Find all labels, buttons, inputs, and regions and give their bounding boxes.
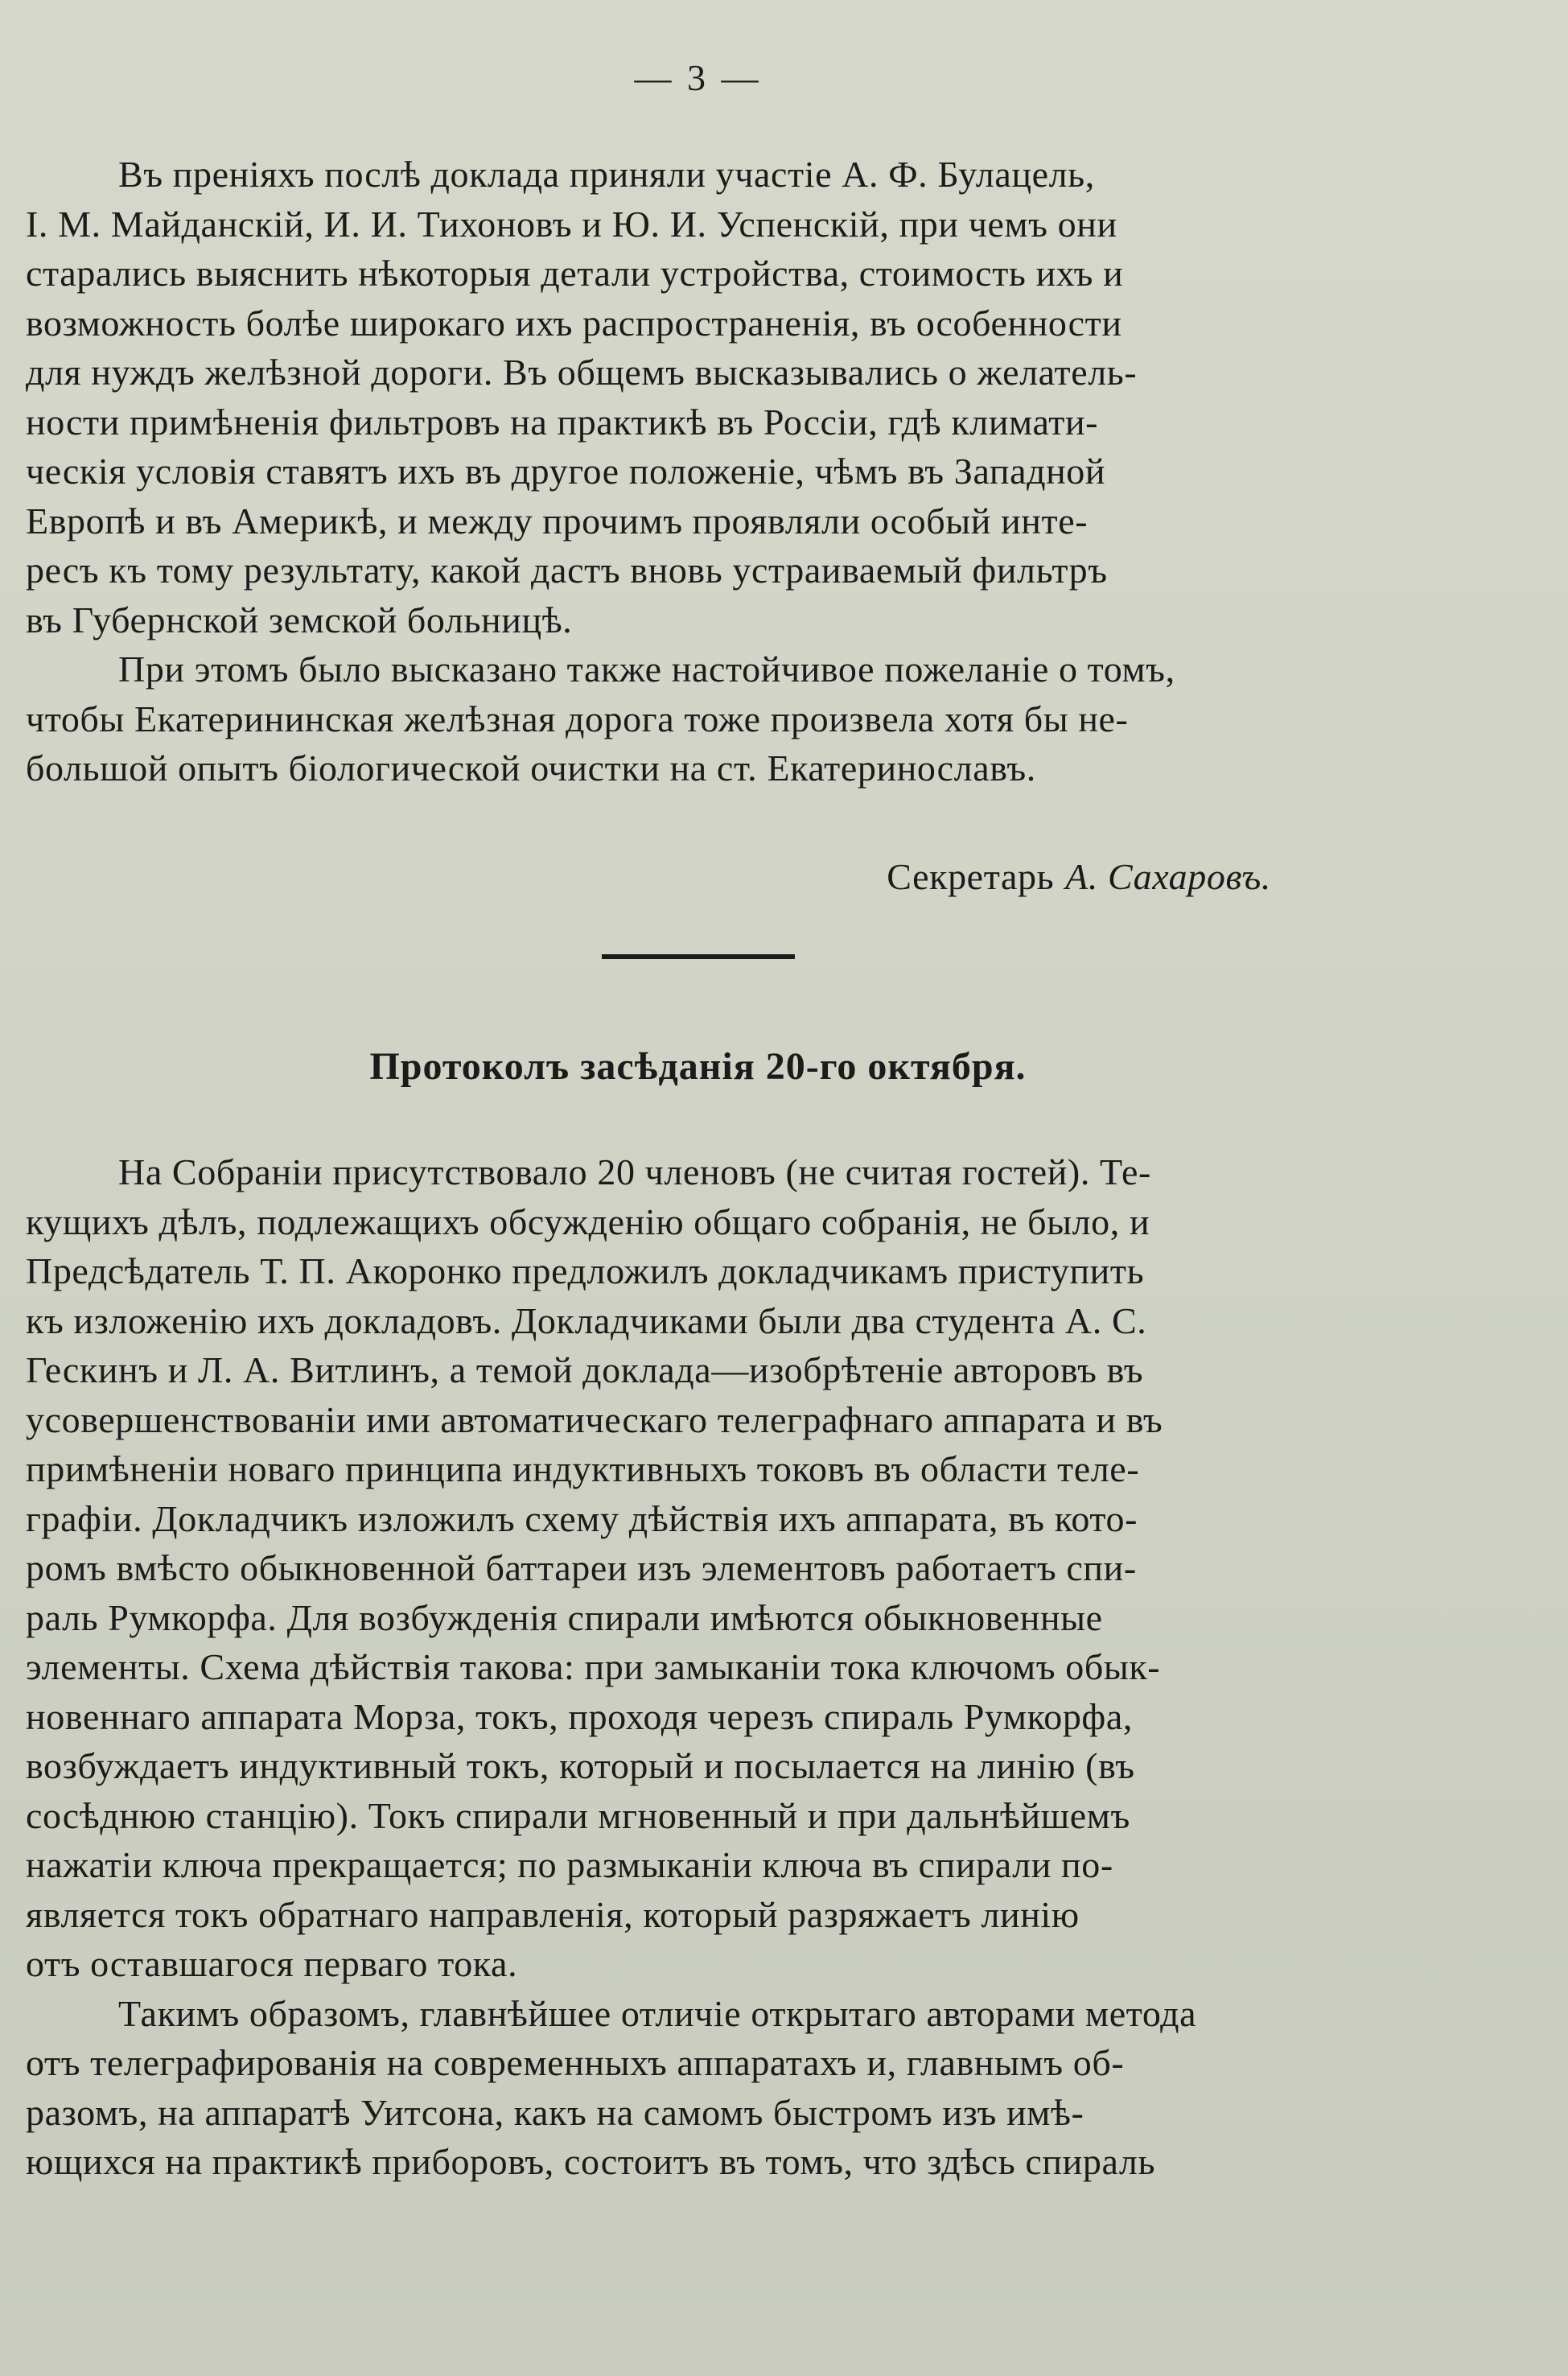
top-text-block — [26, 150, 1371, 793]
paragraph-meeting: На Собраніи присутствовало 20 членовъ (не считая гостей). Те- кущихъ дѣлъ, подлежащихъ обсужденію общаго собранія, не было, и Предсѣдатель Т. П. Акоронко предложилъ докладчикамъ приступить къ изложенію ихъ докладовъ. Докладчиками были два студента А. С. Гескинъ и Л. А. Витлинъ, а темой доклада—изобрѣтеніе авторовъ въ усовершенствованіи ими автоматическаго телеграфнаго аппарата и въ примѣненіи новаго принципа индуктивныхъ токовъ въ области теле- графіи. Докладчикъ изложилъ схему дѣйствія ихъ аппарата, въ кото- ромъ вмѣсто обыкновенной баттареи изъ элементовъ работаетъ спи- раль Румкорфа. Для возбужденія спирали имѣются обыкновенные элементы. Схема дѣйствія такова: при замыканіи тока ключомъ обык- новеннаго аппарата Морза, токъ, проходя черезъ спираль Румкорфа, возбуждаетъ индуктивный токъ, который и посылается на линію (въ сосѣднюю станцію). Токъ спирали мгновенный и при дальнѣйшемъ нажатіи ключа прекращается; по размыканіи ключа въ спирали по- является токъ обратнаго направленія, который разряжаетъ линію отъ оставшагося перваго тока. — [26, 1151, 1163, 1984]
signature-name: А. Сахаровъ. — [1065, 856, 1271, 897]
paragraph-discussion: Въ преніяхъ послѣ доклада приняли участіе А. Ф. Булацель, І. М. Майданскій, И. И. Тихоновъ и Ю. И. Успенскій, при чемъ они старались выяснить нѣкоторыя детали устройства, стоимость ихъ и возможность болѣе широкаго ихъ распространенія, въ особенности для нуждъ желѣзной дороги. Въ общемъ высказывались о желатель- ности примѣненія фильтровъ на практикѣ въ Россіи, гдѣ климати- ческія условія ставятъ ихъ въ другое положеніе, чѣмъ въ Западной Европѣ и въ Америкѣ, и между прочимъ проявляли особый инте- ресъ къ тому результату, какой дастъ вновь устраиваемый фильтръ въ Губернской земской больницѣ. — [26, 154, 1138, 640]
secretary-signature — [0, 855, 1271, 898]
paragraph-method: Такимъ образомъ, главнѣйшее отличіе открытаго авторами метода отъ телеграфированія на современныхъ аппаратахъ и, главнымъ об- разомъ, на аппаратѣ Уитсона, какъ на самомъ быстромъ изъ имѣ- ющихся на практикѣ приборовъ, состоитъ въ томъ, что здѣсь спираль — [26, 1992, 1197, 2182]
bottom-text-block — [26, 1147, 1371, 2187]
paragraph-request: При этомъ было высказано также настойчивое пожеланіе о томъ, чтобы Екатерининская желѣзная дорога тоже произвела хотя бы не- большой опытъ біологической очистки на ст. Екатеринославъ. — [26, 649, 1175, 789]
page-number: — 3 — — [634, 57, 762, 98]
section-divider — [602, 954, 795, 959]
signature-role: Секретарь — [887, 856, 1055, 897]
protocol-heading: Протоколъ засѣданія 20-го октября. — [369, 1045, 1027, 1088]
